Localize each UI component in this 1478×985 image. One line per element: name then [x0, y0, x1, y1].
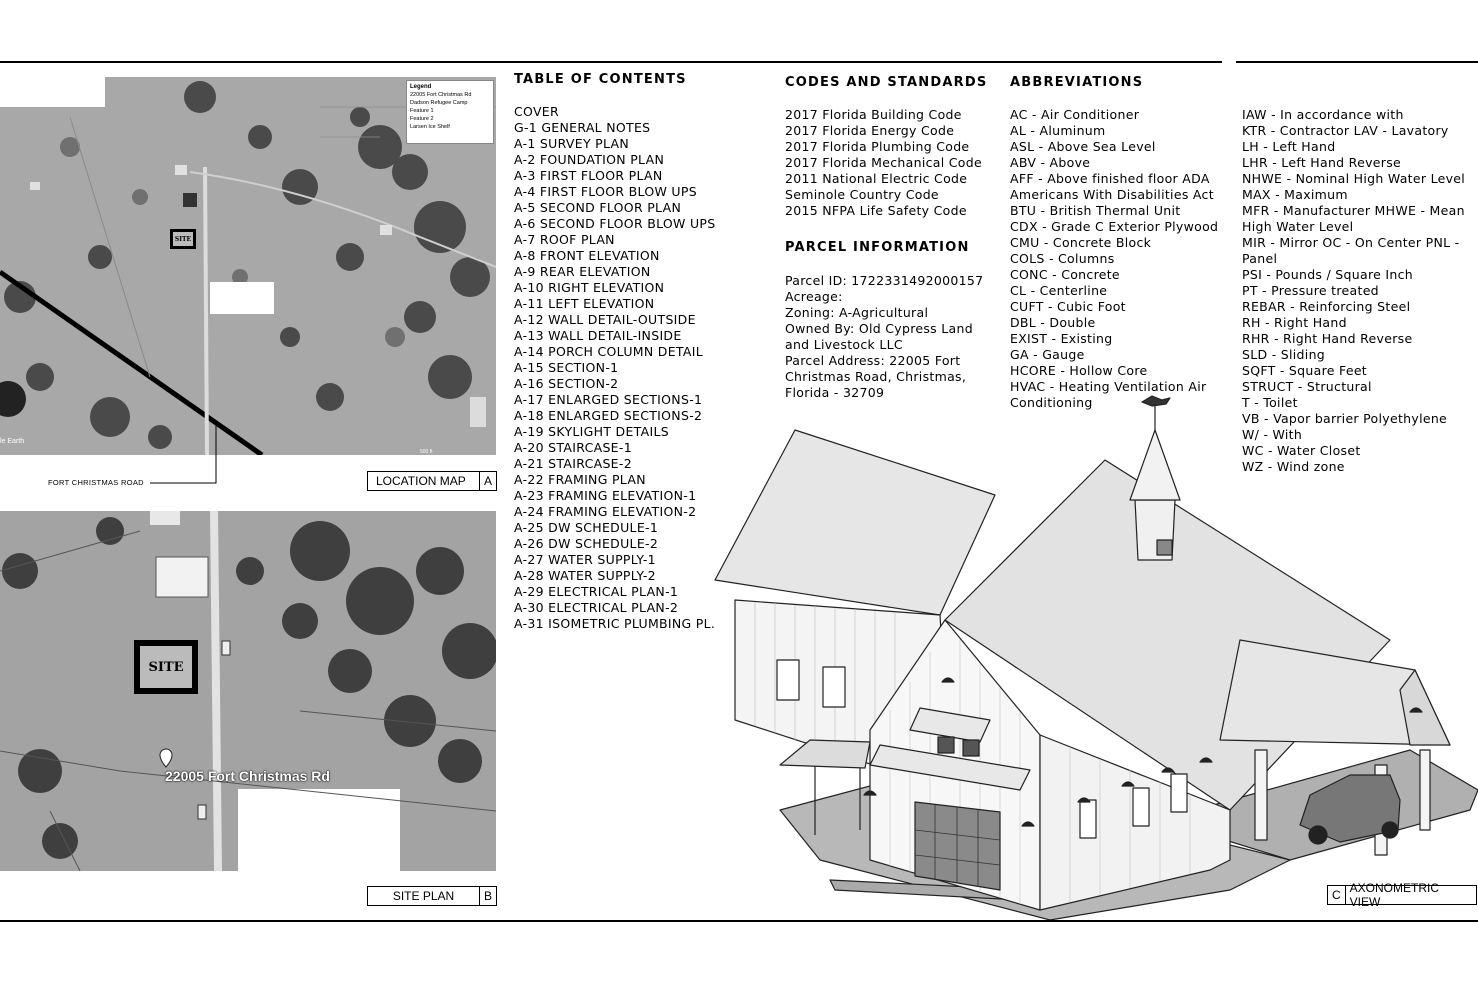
parcel-title: PARCEL INFORMATION	[785, 240, 970, 255]
abbreviation-item: EXIST - Existing	[1010, 331, 1113, 346]
axonometric-letter: C	[1328, 886, 1346, 904]
location-site-label: SITE	[174, 235, 192, 243]
toc-item: A-16 SECTION-2	[514, 376, 619, 391]
site-plan-site-label: SITE	[148, 659, 184, 675]
toc-item: A-7 ROOF PLAN	[514, 232, 615, 247]
svg-text:500 ft: 500 ft	[420, 449, 433, 455]
site-plan-title: SITE PLAN	[392, 889, 455, 903]
legend-item: Larsen Ice Shelf	[410, 124, 450, 130]
toc-item: A-18 ENLARGED SECTIONS-2	[514, 408, 703, 423]
parcel-line: Acreage:	[785, 289, 843, 304]
abbreviation-item: VB - Vapor barrier Polyethylene	[1242, 411, 1448, 426]
abbreviation-item: MFR - Manufacturer MHWE - Mean	[1242, 203, 1465, 218]
abbreviation-item: MAX - Maximum	[1242, 187, 1348, 202]
parcel-line: Parcel Address: 22005 Fort	[785, 353, 961, 368]
abbreviation-item: High Water Level	[1242, 219, 1354, 234]
toc-item: A-19 SKYLIGHT DETAILS	[514, 424, 669, 439]
abbreviation-item: HCORE - Hollow Core	[1010, 363, 1148, 378]
toc-item: A-30 ELECTRICAL PLAN-2	[514, 600, 679, 615]
location-map-title: LOCATION MAP	[376, 474, 466, 488]
location-map	[0, 77, 496, 455]
toc-item: A-8 FRONT ELEVATION	[514, 248, 660, 263]
abbreviation-item: DBL - Double	[1010, 315, 1096, 330]
parcel-line: Parcel ID: 1722331492000157	[785, 273, 984, 288]
location-map-letter: A	[479, 472, 496, 490]
site-plan-title-tag	[367, 886, 497, 906]
abbreviation-item: COLS - Columns	[1010, 251, 1115, 266]
toc-item: A-6 SECOND FLOOR BLOW UPS	[514, 216, 716, 231]
toc-item: A-15 SECTION-1	[514, 360, 619, 375]
parcel-line: Christmas Road, Christmas,	[785, 369, 967, 384]
site-plan-aerial	[0, 511, 496, 871]
abbreviation-item: AL - Aluminum	[1010, 123, 1106, 138]
abbreviation-item: CONC - Concrete	[1010, 267, 1120, 282]
abbreviation-item: BTU - British Thermal Unit	[1010, 203, 1181, 218]
legend-item: Feature 1	[410, 108, 434, 114]
toc-item: A-31 ISOMETRIC PLUMBING PL.	[514, 616, 716, 631]
toc-item: A-2 FOUNDATION PLAN	[514, 152, 665, 167]
toc-list	[514, 104, 716, 632]
toc-item: A-28 WATER SUPPLY-2	[514, 568, 656, 583]
legend-item: 22005 Fort Christmas Rd	[410, 92, 472, 98]
abbreviation-item: WZ - Wind zone	[1242, 459, 1345, 474]
toc-item: A-20 STAIRCASE-1	[514, 440, 632, 455]
location-map-legend	[406, 80, 494, 144]
toc-item: COVER	[514, 104, 559, 119]
toc-item: A-5 SECOND FLOOR PLAN	[514, 200, 682, 215]
abbreviation-item: IAW - In accordance with	[1242, 107, 1404, 122]
toc-item: A-10 RIGHT ELEVATION	[514, 280, 665, 295]
toc-item: A-11 LEFT ELEVATION	[514, 296, 655, 311]
abbreviation-item: WC - Water Closet	[1242, 443, 1361, 458]
toc-item: A-4 FIRST FLOOR BLOW UPS	[514, 184, 697, 199]
abbreviation-item: CUFT - Cubic Foot	[1010, 299, 1126, 314]
toc-item: A-26 DW SCHEDULE-2	[514, 536, 659, 551]
toc-item: A-23 FRAMING ELEVATION-1	[514, 488, 697, 503]
code-item: 2017 Florida Energy Code	[785, 123, 955, 138]
site-plan-map	[0, 511, 496, 871]
abbreviation-item: Panel	[1242, 251, 1278, 266]
abbreviation-item: GA - Gauge	[1010, 347, 1085, 362]
table-of-contents	[514, 72, 716, 632]
parcel-line: Zoning: A-Agricultural	[785, 305, 929, 320]
site-plan-letter: B	[479, 887, 496, 905]
axonometric-title: AXONOMETRIC VIEW	[1349, 881, 1440, 909]
codes-and-standards	[785, 75, 987, 219]
legend-item: Feature 2	[410, 116, 434, 122]
abbreviation-item: KTR - Contractor LAV - Lavatory	[1242, 123, 1449, 138]
abbreviations-column-1	[1010, 107, 1218, 411]
toc-item: A-29 ELECTRICAL PLAN-1	[514, 584, 679, 599]
legend-title: Legend	[410, 84, 432, 90]
top-border-right	[1236, 61, 1478, 63]
codes-list	[785, 107, 987, 219]
abbreviation-item: RHR - Right Hand Reverse	[1242, 331, 1413, 346]
toc-item: A-1 SURVEY PLAN	[514, 136, 630, 151]
code-item: Seminole Country Code	[785, 187, 939, 202]
toc-item: A-27 WATER SUPPLY-1	[514, 552, 656, 567]
site-plan-address: 22005 Fort Christmas Rd	[165, 768, 330, 784]
abbreviation-item: AFF - Above finished floor ADA	[1010, 171, 1210, 186]
road-label: FORT CHRISTMAS ROAD	[48, 478, 144, 487]
bottom-border	[0, 920, 1478, 922]
toc-item: A-12 WALL DETAIL-OUTSIDE	[514, 312, 696, 327]
toc-item: A-17 ENLARGED SECTIONS-1	[514, 392, 703, 407]
location-site-marker	[170, 229, 196, 249]
location-map-title-tag	[367, 471, 497, 491]
code-item: 2017 Florida Building Code	[785, 107, 962, 122]
abbreviation-item: HVAC - Heating Ventilation Air	[1010, 379, 1207, 394]
abbreviation-item: LHR - Left Hand Reverse	[1242, 155, 1402, 170]
code-item: 2011 National Electric Code	[785, 171, 968, 186]
top-border-left	[0, 61, 1222, 63]
abbreviation-item: REBAR - Reinforcing Steel	[1242, 299, 1411, 314]
abbreviation-item: ASL - Above Sea Level	[1010, 139, 1156, 154]
abbreviations-title: ABBREVIATIONS	[1010, 75, 1144, 90]
toc-item: A-22 FRAMING PLAN	[514, 472, 646, 487]
legend-item: Dadson Refugee Camp	[410, 100, 468, 106]
parcel-information	[785, 240, 983, 401]
code-item: 2017 Florida Mechanical Code	[785, 155, 982, 170]
site-plan-site-marker	[134, 640, 198, 694]
abbreviation-item: SQFT - Square Feet	[1242, 363, 1368, 378]
abbreviation-item: CL - Centerline	[1010, 283, 1108, 298]
abbreviations	[1010, 75, 1218, 411]
toc-item: A-25 DW SCHEDULE-1	[514, 520, 659, 535]
svg-text:le Earth: le Earth	[0, 438, 25, 445]
abbreviation-item: STRUCT - Structural	[1242, 379, 1372, 394]
codes-title: CODES AND STANDARDS	[785, 75, 988, 90]
toc-item: A-24 FRAMING ELEVATION-2	[514, 504, 697, 519]
toc-item: A-3 FIRST FLOOR PLAN	[514, 168, 663, 183]
parcel-list	[785, 273, 983, 401]
abbreviation-item: NHWE - Nominal High Water Level	[1242, 171, 1466, 186]
toc-item: A-14 PORCH COLUMN DETAIL	[514, 344, 703, 359]
abbreviation-item: SLD - Sliding	[1242, 347, 1326, 362]
toc-title: TABLE OF CONTENTS	[514, 72, 687, 87]
abbreviation-item: MIR - Mirror OC - On Center PNL -	[1242, 235, 1460, 250]
toc-item: A-21 STAIRCASE-2	[514, 456, 632, 471]
abbreviation-item: AC - Air Conditioner	[1010, 107, 1140, 122]
parcel-line: Owned By: Old Cypress Land	[785, 321, 973, 336]
abbreviation-item: Conditioning	[1010, 395, 1093, 410]
abbreviation-item: CMU - Concrete Block	[1010, 235, 1152, 250]
axonometric-building-drawing	[710, 390, 1478, 920]
toc-item: G-1 GENERAL NOTES	[514, 120, 651, 135]
abbreviation-item: W/ - With	[1242, 427, 1303, 442]
toc-item: A-9 REAR ELEVATION	[514, 264, 651, 279]
axonometric-title-tag	[1327, 881, 1477, 909]
abbreviation-item: T - Toilet	[1242, 395, 1298, 410]
code-item: 2017 Florida Plumbing Code	[785, 139, 970, 154]
parcel-line: Florida - 32709	[785, 385, 885, 400]
abbreviation-item: PSI - Pounds / Square Inch	[1242, 267, 1413, 282]
code-item: 2015 NFPA Life Safety Code	[785, 203, 967, 218]
parcel-line: and Livestock LLC	[785, 337, 903, 352]
abbreviation-item: Americans With Disabilities Act	[1010, 187, 1214, 202]
toc-item: A-13 WALL DETAIL-INSIDE	[514, 328, 682, 343]
abbreviation-item: PT - Pressure treated	[1242, 283, 1379, 298]
abbreviation-item: ABV - Above	[1010, 155, 1091, 170]
abbreviation-item: CDX - Grade C Exterior Plywood	[1010, 219, 1219, 234]
abbreviation-item: LH - Left Hand	[1242, 139, 1336, 154]
abbreviation-item: RH - Right Hand	[1242, 315, 1347, 330]
road-callout-leader	[150, 420, 220, 486]
